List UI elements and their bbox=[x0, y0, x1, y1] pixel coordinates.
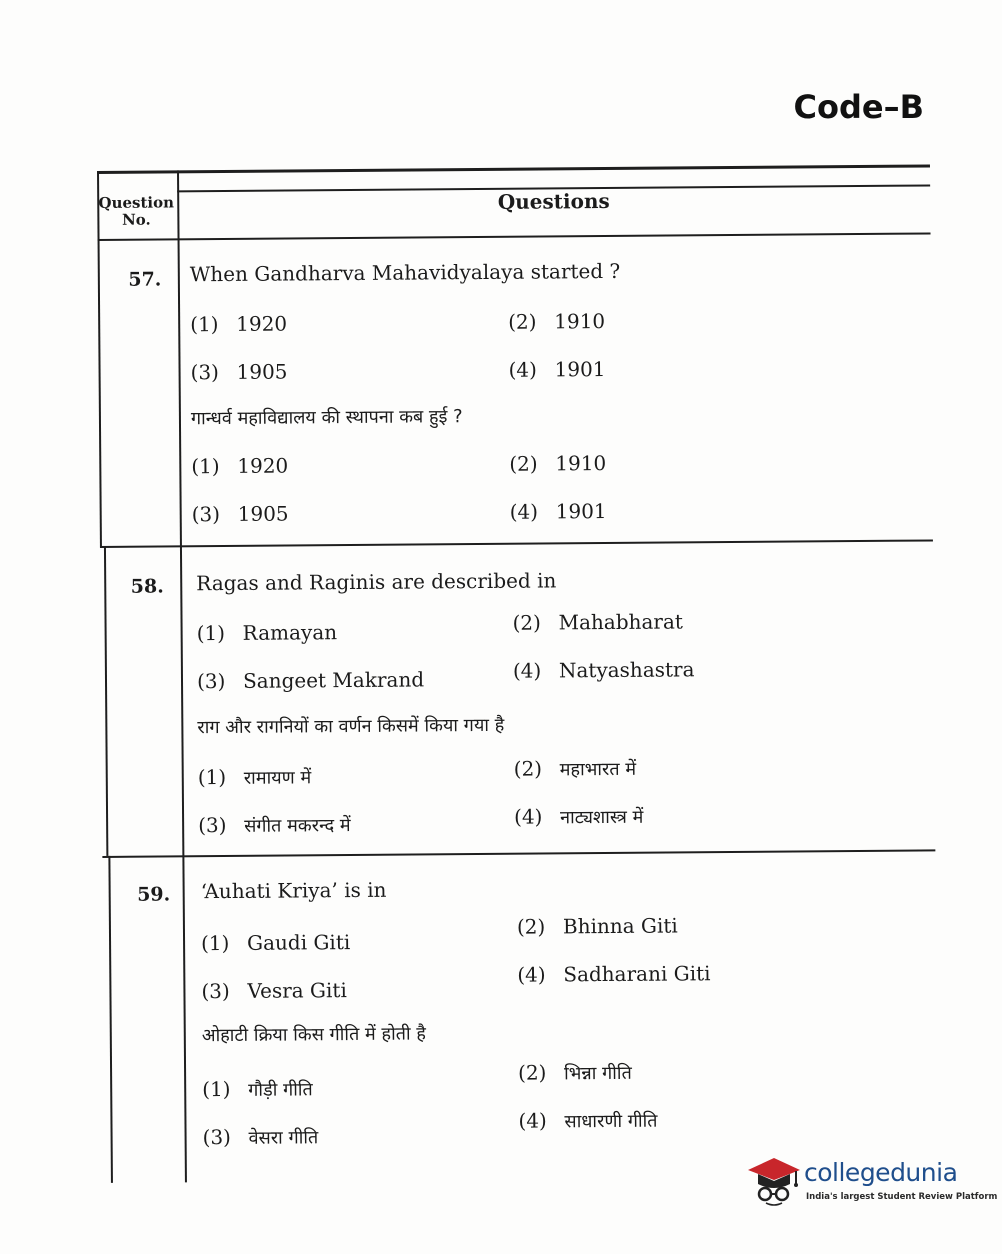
option-hi-3: (3) 1905 bbox=[191, 501, 289, 527]
question-text-hi: गान्धर्व महाविद्यालय की स्थापना कब हुई ? bbox=[190, 406, 463, 430]
question-number: 59. bbox=[137, 883, 171, 906]
question-text-en: ‘Auhati Kriya’ is in bbox=[200, 877, 387, 904]
option-1: (1) Gaudi Giti bbox=[200, 930, 351, 956]
option-hi-3: (3) वेसरा गीति bbox=[202, 1124, 319, 1150]
question-text-en: When Gandharva Mahavidyalaya started ? bbox=[189, 258, 621, 287]
option-hi-1: (1) गौड़ी गीति bbox=[202, 1076, 313, 1102]
question-text-hi: ओहाटी क्रिया किस गीति में होती है bbox=[201, 1023, 426, 1047]
question-table bbox=[97, 164, 938, 1183]
option-hi-2: (2) भिन्ना गीति bbox=[518, 1060, 632, 1085]
option-hi-3: (3) संगीत मकरन्द में bbox=[198, 813, 351, 838]
column-divider bbox=[177, 170, 187, 1182]
option-hi-4: (4) नाट्यशास्त्र में bbox=[513, 804, 644, 829]
option-2: (2) Bhinna Giti bbox=[516, 913, 678, 939]
question-number: 58. bbox=[130, 575, 164, 598]
table-top-border bbox=[97, 164, 930, 174]
option-hi-1: (1) 1920 bbox=[191, 453, 289, 479]
option-2: (2) Mahabharat bbox=[512, 609, 683, 635]
option-hi-1: (1) रामायण में bbox=[197, 765, 312, 790]
table-left-border-2 bbox=[104, 546, 108, 856]
table-left-border-3 bbox=[108, 856, 113, 1183]
option-hi-2: (2) महाभारत में bbox=[513, 756, 637, 781]
header-bottom-divider bbox=[98, 232, 931, 241]
option-1: (1) 1920 bbox=[190, 311, 288, 337]
exam-code: Code–B bbox=[793, 88, 924, 126]
collegedunia-logo bbox=[744, 1150, 998, 1214]
row-divider-57-58 bbox=[100, 539, 933, 548]
question-number: 57. bbox=[128, 268, 162, 291]
option-3: (3) 1905 bbox=[190, 359, 288, 385]
header-question-no: Question No. bbox=[98, 193, 175, 229]
question-text-hi: राग और रागनियों का वर्णन किसमें किया गया है bbox=[197, 714, 505, 739]
option-4: (4) Natyashastra bbox=[512, 657, 695, 683]
graduate-mascot-icon bbox=[744, 1150, 802, 1208]
option-3: (3) Sangeet Makrand bbox=[196, 667, 425, 694]
option-4: (4) Sadharani Giti bbox=[517, 961, 711, 987]
option-hi-4: (4) साधारणी गीति bbox=[518, 1108, 658, 1133]
logo-wordmark: collegedunia bbox=[804, 1158, 958, 1187]
logo-tagline: India's largest Student Review Platform bbox=[806, 1192, 998, 1202]
option-3: (3) Vesra Giti bbox=[201, 978, 347, 1004]
option-2: (2) 1910 bbox=[508, 309, 606, 334]
option-4: (4) 1901 bbox=[508, 357, 606, 382]
option-1: (1) Ramayan bbox=[196, 620, 338, 646]
header-questions: Questions bbox=[497, 188, 610, 214]
option-hi-2: (2) 1910 bbox=[509, 451, 607, 476]
row-divider-58-59 bbox=[102, 849, 935, 858]
question-text-en: Ragas and Raginis are described in bbox=[196, 568, 557, 596]
option-hi-4: (4) 1901 bbox=[509, 499, 607, 524]
